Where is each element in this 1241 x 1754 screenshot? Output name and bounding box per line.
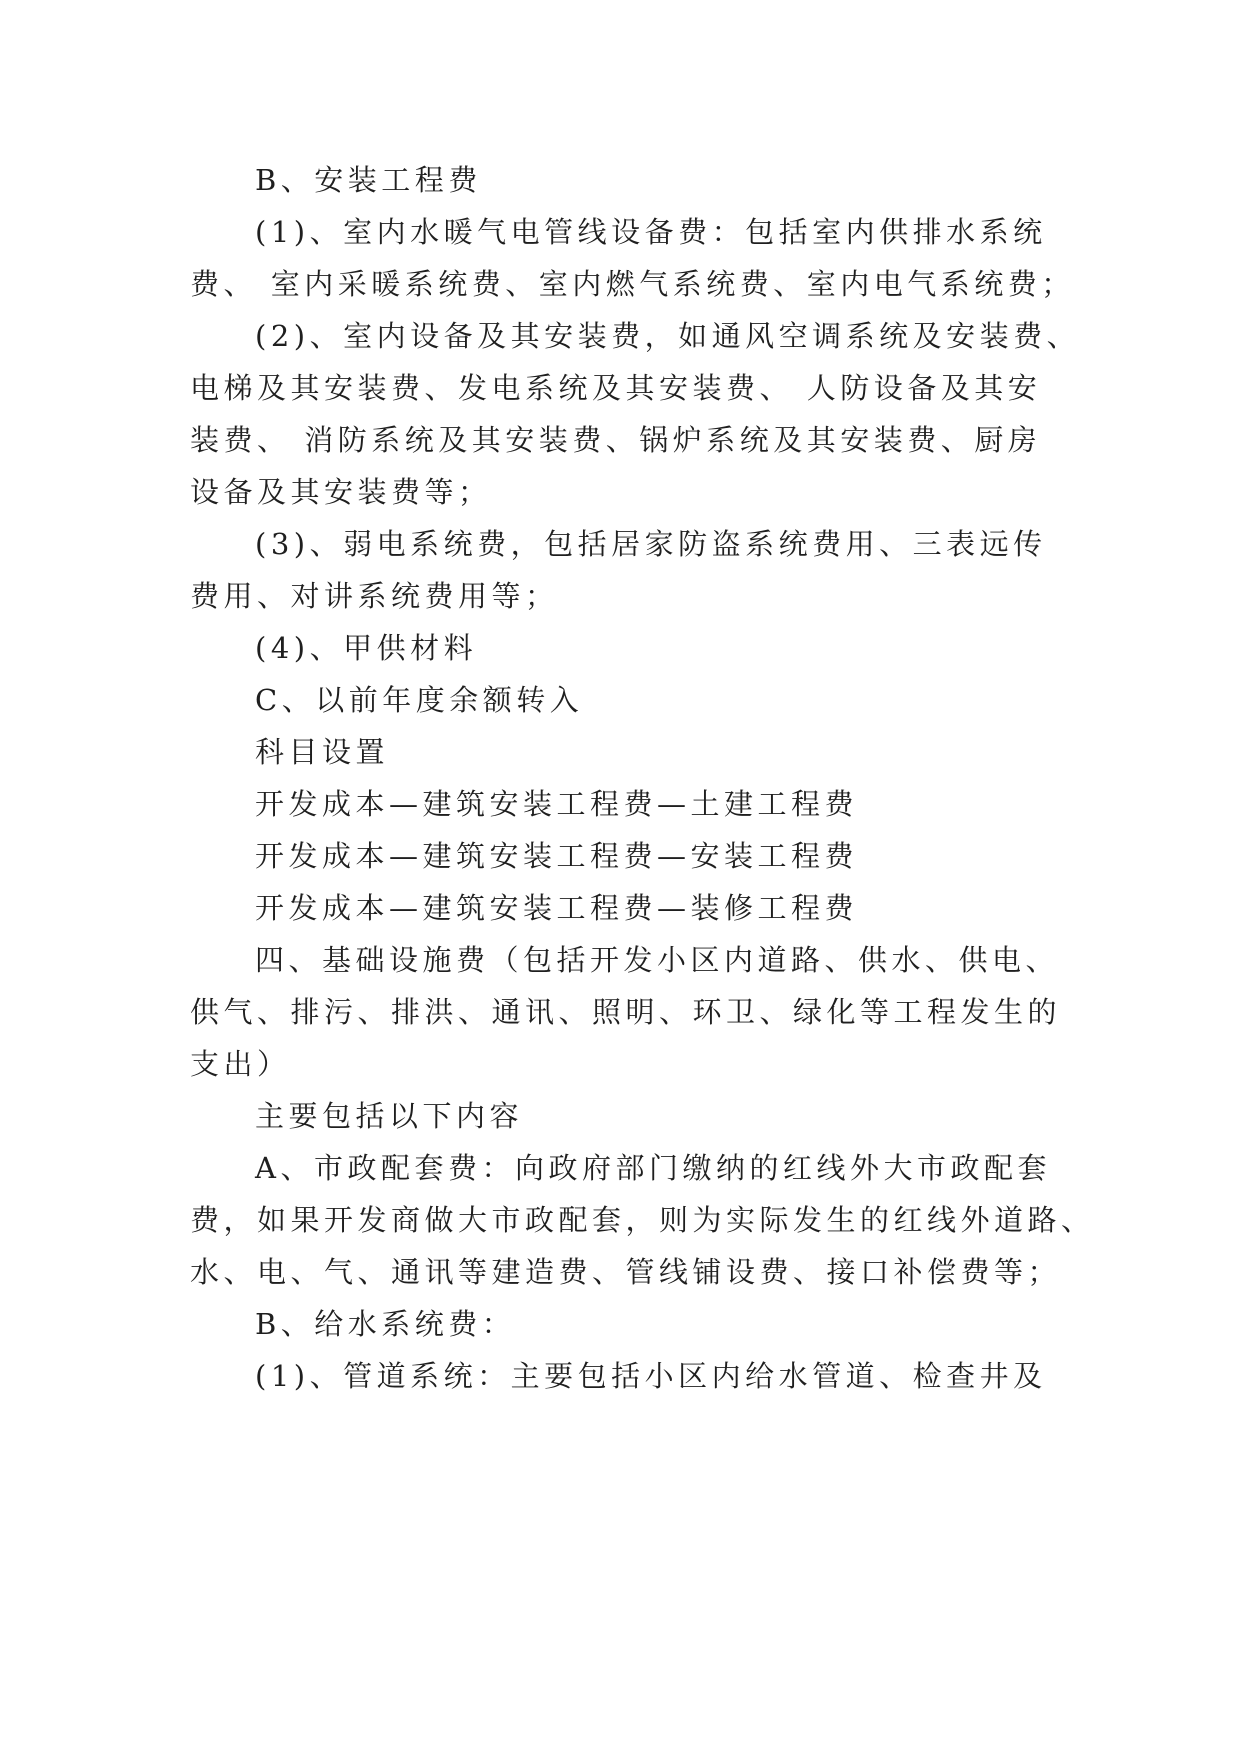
text-line-24: (1)、管道系统：主要包括小区内给水管道、检查井及 bbox=[255, 1359, 1047, 1393]
text-line-23: B、给水系统费： bbox=[255, 1307, 516, 1341]
text-line-5: 电梯及其安装费、发电系统及其安装费、 人防设备及其安 bbox=[190, 371, 1042, 405]
text-line-12: 科目设置 bbox=[255, 735, 390, 769]
text-line-19: 主要包括以下内容 bbox=[255, 1099, 524, 1133]
text-line-22: 水、电、气、通讯等建造费、管线铺设费、接口补偿费等； bbox=[190, 1255, 1062, 1289]
text-line-20: A、市政配套费：向政府部门缴纳的红线外大市政配套 bbox=[255, 1151, 1051, 1185]
text-line-8: (3)、弱电系统费，包括居家防盗系统费用、三表远传 bbox=[255, 527, 1047, 561]
text-line-15: 开发成本—建筑安装工程费—装修工程费 bbox=[255, 891, 859, 925]
text-line-11: C、以前年度余额转入 bbox=[255, 683, 584, 717]
text-line-10: (4)、甲供材料 bbox=[255, 631, 478, 665]
text-line-17: 供气、排污、排洪、通讯、照明、环卫、绿化等工程发生的 bbox=[190, 995, 1062, 1029]
text-line-18: 支出） bbox=[190, 1047, 291, 1081]
text-line-4: (2)、室内设备及其安装费，如通风空调系统及安装费、 bbox=[255, 319, 1081, 353]
text-line-6: 装费、 消防系统及其安装费、锅炉系统及其安装费、厨房 bbox=[190, 423, 1042, 457]
text-line-14: 开发成本—建筑安装工程费—安装工程费 bbox=[255, 839, 859, 873]
text-line-13: 开发成本—建筑安装工程费—土建工程费 bbox=[255, 787, 859, 821]
text-line-7: 设备及其安装费等； bbox=[190, 475, 492, 509]
text-line-16: 四、基础设施费（包括开发小区内道路、供水、供电、 bbox=[255, 943, 1060, 977]
text-line-1: B、安装工程费 bbox=[255, 163, 482, 197]
text-line-3: 费、 室内采暖系统费、室内燃气系统费、室内电气系统费； bbox=[190, 267, 1075, 301]
text-line-9: 费用、对讲系统费用等； bbox=[190, 579, 559, 613]
text-line-21: 费，如果开发商做大市政配套，则为实际发生的红线外道路、 bbox=[190, 1203, 1095, 1237]
text-line-2: (1)、室内水暖气电管线设备费：包括室内供排水系统 bbox=[255, 215, 1047, 249]
